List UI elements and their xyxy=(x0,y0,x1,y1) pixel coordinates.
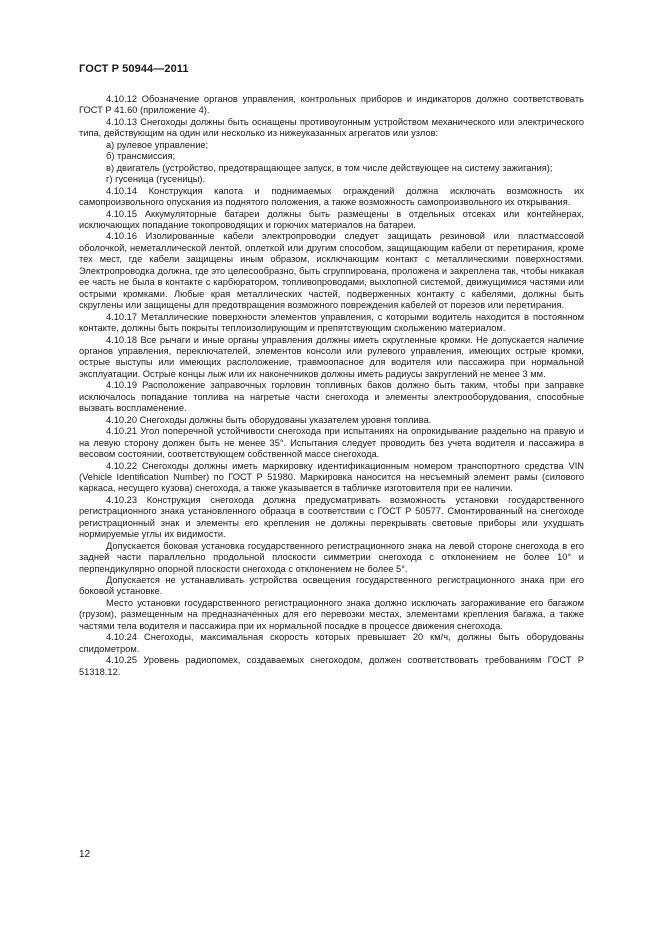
paragraph-4-10-13: 4.10.13 Снегоходы должны быть оснащены противоугонным устройством механического или электрического типа, действующим на один или несколько из нижеуказанных агрегатов или узлов: xyxy=(79,116,584,139)
paragraph-4-10-20: 4.10.20 Снегоходы должны быть оборудованы указателем уровня топлива. xyxy=(106,414,432,425)
list-item-b: б) трансмиссия; xyxy=(106,151,176,162)
paragraph-4-10-24: 4.10.24 Снегоходы, максимальная скорость которых превышает 20 км/ч, должны быть оборудованы спидометром. xyxy=(79,632,584,654)
paragraph-4-10-14: 4.10.14 Конструкция капота и поднимаемых ограждений должна исключать возможность их самопроизвольного опускания из поднятого положения, а также возможность самопроизвольного их открывания. xyxy=(79,185,584,208)
paragraph-4-10-15: 4.10.15 Аккумуляторные батареи должны быть размещены в отдельных отсеках или контейнерах, исключающих попадание токопроводящих и горючих материалов на батареи. xyxy=(79,208,584,230)
list-item-a: а) рулевое управление; xyxy=(106,139,209,150)
paragraph-side-mounting: Допускается боковая установка государственного регистрационного знака на левой стороне снегохода в его задней части параллельно продольной плоскости симметрии снегохода с отклонением не более 10° и перпендикулярно опорной плоскости снегохода с отклонением не более 5°. xyxy=(79,540,584,574)
page-number: 12 xyxy=(79,849,91,860)
list-item-g: г) гусеница (гусеницы). xyxy=(106,174,206,185)
paragraph-4-10-23: 4.10.23 Конструкция снегохода должна предусматривать возможность установки государственного регистрационного знака установленного образца в соответствии с ГОСТ Р 50577. Смонтированный на снегоходе регистрационный знак и элементы его крепления не должны перекрывать световые приборы или ухудшать нормируемые углы их видимости. xyxy=(79,494,584,540)
list-item-v: в) двигатель (устройство, предотвращающее запуск, в том числе действующее на систему зажигания); xyxy=(106,162,553,173)
document-body xyxy=(79,94,584,678)
paragraph-lighting-exemption: Допускается не устанавливать устройства освещения государственного регистрационного знака при его боковой установке. xyxy=(79,575,584,597)
page-header: ГОСТ Р 50944—2011 xyxy=(79,63,189,75)
paragraph-4-10-18: 4.10.18 Все рычаги и иные органы управления должны иметь скругленные кромки. Не допускается наличие органов управления, переключателей, элементов консоли или рулевого управления, имеющих острые кромки, острые выступы или имеющих расположение, травмоопасное для водителя или пассажира при нормальной эксплуатации. Острые концы лыж или их наконечников должны иметь радиусы закруглений не менее 3 мм. xyxy=(79,334,584,379)
paragraph-4-10-22: 4.10.22 Снегоходы должны иметь маркировку идентификационным номером транспортного средства VIN (Vehicle Identification Number) по ГОСТ Р 51980. Маркировка наносится на несъемный элемент рамы (силового каркаса, несущего кузова) снегохода, а также указывается в табличке изготовителя при ее наличии. xyxy=(79,460,584,494)
paragraph-4-10-21: 4.10.21 Угол поперечной устойчивости снегохода при испытаниях на опрокидывание раздельно на правую и на левую сторону должен быть не менее 35°. Испытания следует проводить без учета водителя и пассажира в весовом состоянии, соответствующем собственной массе снегохода. xyxy=(79,426,584,460)
paragraph-4-10-17: 4.10.17 Металлические поверхности элементов управления, с которыми водитель находится в постоянном контакте, должны быть покрыты теплоизолирующим и препятствующим скольжению материалом. xyxy=(79,311,584,334)
paragraph-plate-location: Место установки государственного регистрационного знака должно исключать загораживание его багажом (грузом), размещенным на предназначенных для его перевозки местах, элементами крепления багажа, а также частями тела водителя и пассажира при их нормальной посадке в процессе движения снегохода. xyxy=(79,597,584,631)
paragraph-4-10-19: 4.10.19 Расположение заправочных горловин топливных баков должно быть таким, чтобы при заправке исключалось попадание топлива на нагретые части снегохода и элементы электрооборудования, способные вызвать воспламенение. xyxy=(79,380,584,414)
paragraph-4-10-12: 4.10.12 Обозначение органов управления, контрольных приборов и индикаторов должно соответствовать ГОСТ Р 41.60 (приложение 4). xyxy=(79,94,584,116)
paragraph-4-10-25: 4.10.25 Уровень радиопомех, создаваемых снегоходом, должен соответствовать требованиям ГОСТ Р 51318.12. xyxy=(79,655,584,677)
paragraph-4-10-16: 4.10.16 Изолированные кабели электропроводки следует защищать резиновой или пластмассовой оболочкой, неметаллической лентой, оплеткой или другим способом, защищающим кабели от перетирания, кроме тех мест, где кабели защищены иным образом, исключающим контакт с металлическими поверхностями. Электропроводка должна, где это целесообразно, быть сгруппирована, проложена и закреплена так, чтобы никакая ее часть не была в контакте с карбюратором, топливопроводами, выхлопной системой, движущимися частями или острыми кромками. Любые края металлических частей, подверженных контакту с кабелями, должны быть скруглены или защищены для предотвращения возможного повреждения кабелей от порезов или перетирания. xyxy=(79,231,584,311)
